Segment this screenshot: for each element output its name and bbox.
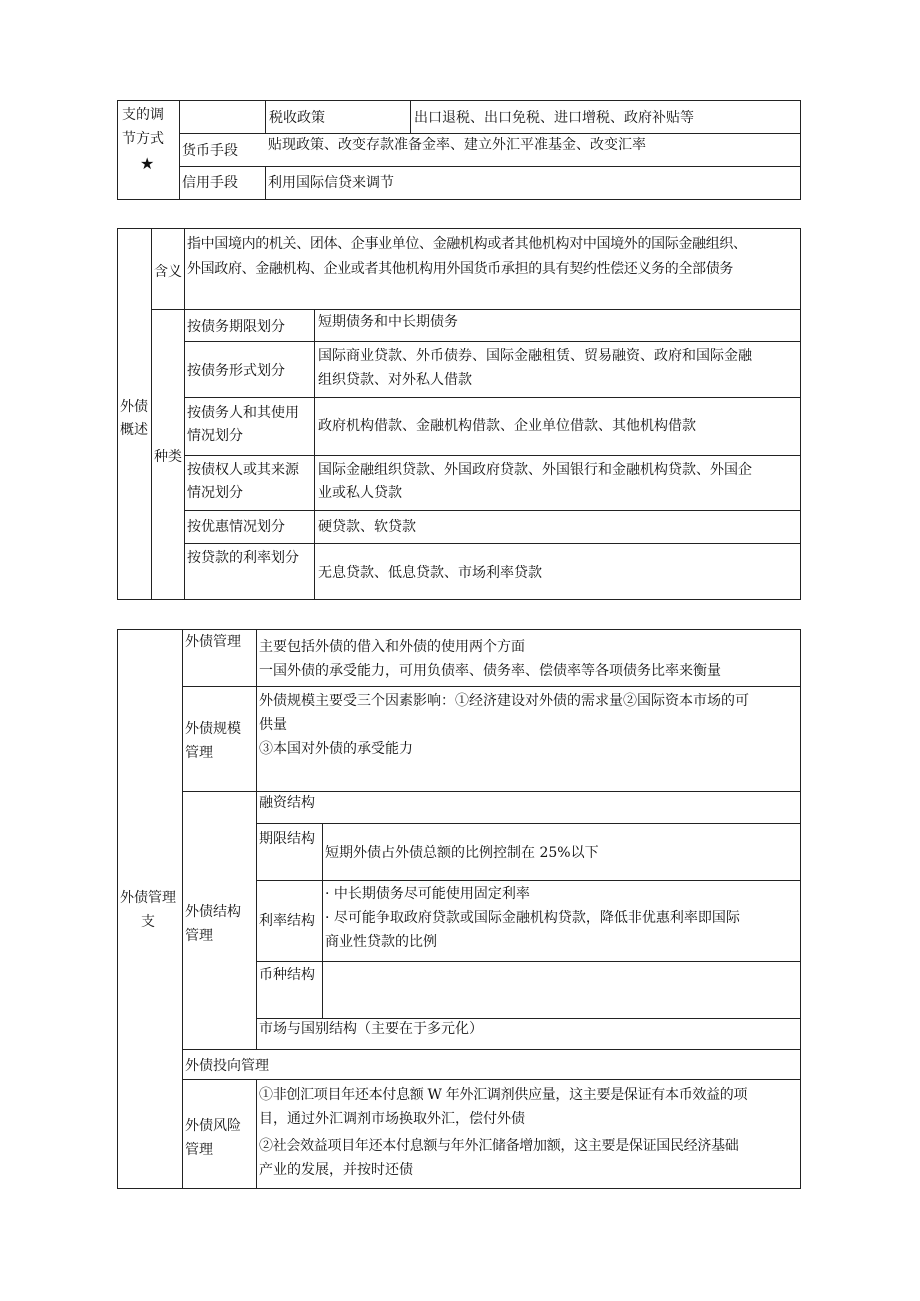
table-gridline [151,309,801,310]
type-by-term: 按债务期限划分 [187,319,285,335]
table-gridline [182,629,183,1189]
rate-structure-label: 利率结构 [259,913,315,929]
type-by-rate-desc: 无息贷款、低息贷款、市场利率贷款 [318,565,542,581]
table-gridline [265,100,266,134]
currency-structure-label: 币种结构 [259,967,315,983]
risk-label-line2: 管理 [185,1142,213,1158]
risk-line1: ①非创汇项目年还本付息额 W 年外汇调剂供应量，这主要是保证有本币效益的项 [259,1087,748,1103]
type-by-debtor-desc: 政府机构借款、金融机构借款、企业单位借款、其他机构借款 [318,418,696,434]
rate-structure-line2: · 尽可能争取政府贷款或国际金融机构贷款，降低非优惠利率即国际 [325,910,740,926]
meaning-label: 含义 [154,264,182,280]
table-gridline [182,1049,801,1050]
risk-line2: 目，通过外汇调剂市场换取外汇，偿付外债 [259,1111,525,1127]
policy-label-line1: 支的调 [122,107,164,123]
risk-line4: 产业的发展，并按时还债 [259,1162,413,1178]
term-structure-label: 期限结构 [259,831,315,847]
table-gridline [256,629,257,1049]
credit-content: 利用国际信贷来调节 [268,175,394,191]
term-structure-content: 短期外债占外债总额的比例控制在 25%以下 [325,845,599,861]
type-by-concession-desc: 硬贷款、软贷款 [318,519,416,535]
scale-label-line1: 外债规模 [185,721,241,737]
table-gridline [182,1079,801,1080]
management-label-line2: 支 [141,914,155,930]
table-gridline [265,166,266,200]
scale-label-line2: 管理 [185,745,213,761]
direction-mgmt-label: 外债投向管理 [185,1058,269,1074]
type-by-creditor-desc-line2: 业或私人贷款 [318,485,402,501]
type-by-form-desc-line1: 国际商业贷款、外币债券、国际金融租赁、贸易融资、政府和国际金融 [318,348,752,364]
type-by-debtor-line1: 按债务人和其使用 [187,405,299,421]
risk-line3: ②社会效益项目年还本付息额与年外汇储备增加额，这主要是保证国民经济基础 [259,1138,739,1154]
monetary-content: 贴现政策、改变存款准备金率、建立外汇平准基金、改变汇率 [268,137,646,153]
credit-label: 信用手段 [182,175,238,191]
scale-line3: ③本国对外债的承受能力 [259,741,413,757]
table-gridline [184,341,801,342]
scale-line1: 外债规模主要受三个因素影响：①经济建设对外债的需求量②国际资本市场的可 [259,693,749,709]
management-label-line1: 外债管理 [120,890,176,906]
monetary-label: 货币手段 [182,143,238,159]
rate-structure-line3: 商业性贷款的比例 [325,934,437,950]
meaning-line1: 指中国境内的机关、团体、企事业单位、金融机构或者其他机构对中国境外的国际金融组织、 [187,236,747,252]
structure-label-line1: 外债结构 [185,904,241,920]
star-icon: ★ [140,154,155,173]
table-gridline [182,686,801,687]
type-by-creditor-line1: 按债权人或其来源 [187,462,299,478]
policy-label-line2: 节方式 [122,131,164,147]
tax-policy-content: 出口退税、出口免税、进口增税、政府补贴等 [414,110,694,126]
type-by-creditor-line2: 情况划分 [187,485,243,501]
structure-label-line2: 管理 [185,928,213,944]
financing-structure: 融资结构 [259,795,315,811]
table-gridline [256,823,801,824]
market-structure: 市场与国别结构（主要在于多元化） [259,1021,483,1037]
type-by-concession: 按优惠情况划分 [187,519,285,535]
table-gridline [184,543,801,544]
type-by-form: 按债务形式划分 [187,363,285,379]
type-by-rate: 按贷款的利率划分 [187,550,299,566]
table-gridline [256,1079,257,1189]
table-gridline [184,228,185,600]
table-gridline [184,455,801,456]
type-by-term-desc: 短期债务和中长期债务 [318,314,458,330]
table-gridline [322,823,323,1018]
overview-label-line1: 外债 [120,399,148,415]
table-gridline [179,166,801,167]
meaning-line2: 外国政府、金融机构、企业或者其他机构用外国货币承担的具有契约性偿还义务的全部债务 [187,261,733,277]
table-gridline [410,100,411,134]
debt-mgmt-line1: 主要包括外债的借入和外债的使用两个方面 [259,639,525,655]
types-label: 种类 [154,449,182,465]
table-gridline [256,880,801,881]
table-gridline [151,228,152,600]
rate-structure-line1: · 中长期债务尽可能使用固定利率 [325,886,530,902]
table-gridline [256,961,801,962]
debt-mgmt-label: 外债管理 [185,634,241,650]
table-gridline [179,100,180,200]
table-gridline [184,510,801,511]
debt-mgmt-line2: 一国外债的承受能力，可用负债率、债务率、偿债率等各项债务比率来衡量 [259,663,721,679]
table-gridline [184,397,801,398]
type-by-debtor-line2: 情况划分 [187,428,243,444]
scale-line2: 供量 [259,717,287,733]
risk-label-line1: 外债风险 [185,1118,241,1134]
type-by-creditor-desc-line1: 国际金融组织贷款、外国政府贷款、外国银行和金融机构贷款、外国企 [318,462,752,478]
tax-policy-label: 税收政策 [269,110,325,126]
overview-label-line2: 概述 [120,422,148,438]
type-by-form-desc-line2: 组织贷款、对外私人借款 [318,372,472,388]
